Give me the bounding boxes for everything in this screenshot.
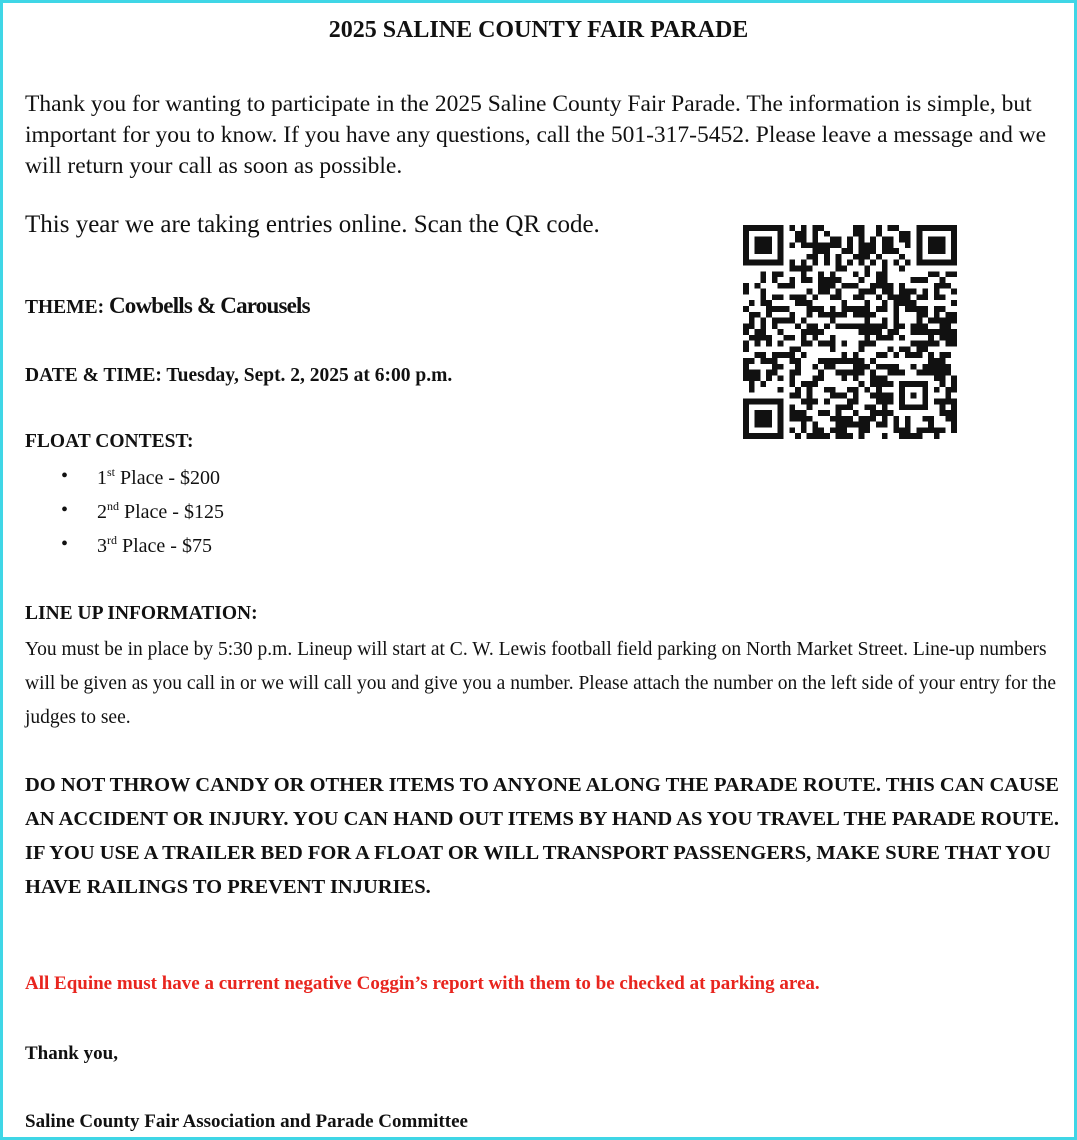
online-entries-text: This year we are taking entries online. Scan the QR code. — [25, 211, 600, 238]
lineup-paragraph: You must be in place by 5:30 p.m. Lineup will start at C. W. Lewis football field parking on North Market Street. Line-up numbers will be given as you call in or we will call you and give you a number. Please attach the number on the left side of your entry for the judges to see. — [25, 639, 1057, 728]
theme-line — [25, 293, 310, 319]
signature-line: Saline County Fair Association and Parade Committee — [25, 1111, 468, 1132]
prize-rank-suffix: nd — [107, 499, 119, 513]
prize-rank: 3 — [97, 535, 107, 557]
prize-rank: 1 — [97, 467, 107, 489]
prize-amount: Place - $125 — [119, 501, 224, 523]
safety-warning: DO NOT THROW CANDY OR OTHER ITEMS TO ANYONE ALONG THE PARADE ROUTE. THIS CAN CAUSE AN ACCIDENT OR INJURY. YOU CAN HAND OUT ITEMS BY HAND AS YOU TRAVEL THE PARADE ROUTE. IF YOU USE A TRAILER BED FOR A FLOAT OR WILL TRANSPORT PASSENGERS, MAKE SURE THAT YOU HAVE RAILINGS TO PREVENT INJURIES. — [25, 774, 1059, 898]
theme-label: THEME: — [25, 297, 105, 318]
intro-paragraph: Thank you for wanting to participate in the 2025 Saline County Fair Parade. The information is simple, but important for you to know. If you have any questions, call the 501-317-5452. Please leave a message and we will return your call as soon as possible. — [25, 91, 1047, 179]
bullet-icon: • — [61, 465, 69, 487]
qr-code-icon[interactable] — [743, 225, 957, 439]
date-time-line: DATE & TIME: Tuesday, Sept. 2, 2025 at 6:00 p.m. — [25, 365, 453, 386]
equine-notice: All Equine must have a current negative Coggin’s report with them to be checked at parking area. — [25, 973, 820, 994]
prize-rank-suffix: rd — [107, 533, 117, 547]
bullet-icon: • — [61, 499, 69, 521]
lineup-heading: LINE UP INFORMATION: — [25, 603, 258, 624]
prize-amount: Place - $75 — [117, 535, 212, 557]
closing-line: Thank you, — [25, 1043, 118, 1064]
theme-value: Cowbells & Carousels — [108, 293, 310, 318]
prize-rank-suffix: st — [107, 465, 116, 479]
float-contest-heading: FLOAT CONTEST: — [25, 431, 194, 452]
prize-rank: 2 — [97, 501, 107, 523]
document-title: 2025 SALINE COUNTY FAIR PARADE — [328, 17, 749, 43]
bullet-icon: • — [61, 533, 69, 555]
prize-amount: Place - $200 — [115, 467, 220, 489]
